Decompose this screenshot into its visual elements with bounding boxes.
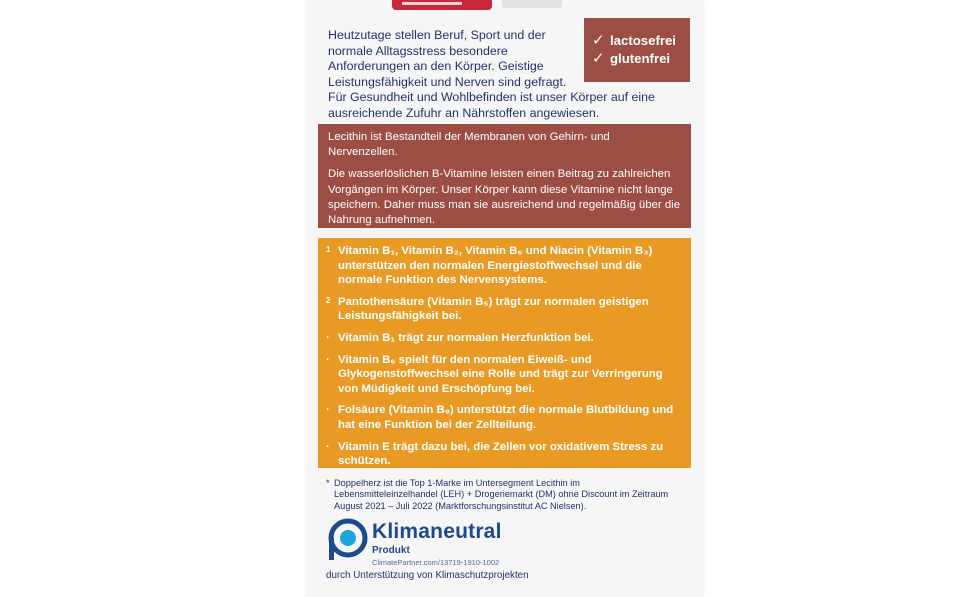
footnote — [326, 478, 682, 512]
claim-marker: · — [326, 353, 330, 366]
claim-text: Vitamin B₆ spielt für den normalen Eiweiß- und Glykogenstoffwechsel eine Rolle und trägt zur Verringerung von Müdigkeit und Erschöpfung bei. — [338, 353, 663, 395]
badge-label: glutenfrei — [610, 51, 671, 66]
claim-text: Pantothensäure (Vitamin B₅) trägt zur normalen geistigen Leistungsfähigkeit bei. — [338, 295, 649, 323]
claim-marker: · — [326, 404, 330, 417]
badge-row — [584, 50, 690, 68]
info-paragraph: Lecithin ist Bestandteil der Membranen von Gehirn- und Nervenzellen. — [328, 131, 610, 159]
claim-item — [326, 440, 681, 469]
logo-strip — [392, 0, 492, 10]
climate-neutral-logo — [328, 518, 588, 567]
info-paragraph: Die wasserlöslichen B-Vitamine leisten einen Beitrag zu zahlreichen Vorgängen im Körper. Unser Körper kann diese Vitamine nicht lange speichern. Daher muss man sie ausreichend und regelmäßig über die Nahrung aufnehmen. — [328, 168, 681, 227]
climate-subtitle: Produkt — [372, 545, 410, 556]
climate-title: Klimaneutral — [372, 520, 502, 543]
info-box — [318, 124, 691, 228]
claim-marker: · — [326, 331, 330, 344]
package-back — [306, 0, 703, 597]
badge-row — [584, 32, 690, 50]
intro-line: Heutzutage stellen Beruf, Sport und der — [328, 28, 546, 42]
footnote-text: Doppelherz ist die Top 1-Marke im Untersegment Lecithin im Lebensmitteleinzelhandel (LEH) + Drogeriemarkt (DM) ohne Discount im Zeitraum August 2021 – Juli 2022 (Marktforschungsinstitut AC Nielsen). — [334, 478, 669, 511]
health-claims-box — [318, 238, 691, 468]
climate-partner-icon — [328, 518, 368, 562]
check-icon: ✓ — [592, 50, 605, 67]
claim-item — [326, 403, 681, 432]
claim-marker: 1 — [326, 245, 331, 254]
footnote-marker: * — [326, 478, 330, 488]
intro-line: ausreichende Zufuhr an Nährstoffen angewiesen. — [328, 105, 600, 120]
claim-marker: · — [326, 440, 330, 453]
logo-strip-secondary — [502, 0, 562, 8]
claim-item — [326, 353, 681, 397]
claim-text: Vitamin E trägt dazu bei, die Zellen vor oxidativem Stress zu schützen. — [338, 440, 664, 468]
check-icon: ✓ — [592, 32, 605, 49]
climate-tagline: durch Unterstützung von Klimaschutzprojekten — [326, 570, 529, 581]
intro-line: Leistungsfähigkeit und Nerven sind gefragt. — [328, 74, 567, 89]
intro-line: Anforderungen an den Körper. Geistige — [328, 59, 544, 73]
intro-line: Für Gesundheit und Wohlbefinden ist unser Körper auf eine — [328, 90, 655, 104]
intro-line: normale Alltagsstress besondere — [328, 43, 508, 58]
badge-label: lactosefrei — [610, 33, 676, 48]
claim-item — [326, 295, 681, 324]
claim-text: Folsäure (Vitamin B₉) unterstützt die normale Blutbildung und hat eine Funktion bei der Zellteilung. — [338, 404, 674, 431]
claim-text: Vitamin B₁ trägt zur normalen Herzfunktion bei. — [338, 331, 594, 344]
claim-marker: 2 — [326, 295, 331, 305]
claim-text: Vitamin B₁, Vitamin B₂, Vitamin B₆ und Niacin (Vitamin B₃) unterstützen den normalen Energiestoffwechsel und die normale Funktion des Nervensystems. — [338, 245, 653, 287]
claim-item — [326, 331, 681, 346]
climate-id: ClimatePartner.com/13719-1910-1002 — [372, 558, 500, 567]
claim-item — [326, 244, 681, 288]
free-from-badge — [584, 18, 690, 82]
